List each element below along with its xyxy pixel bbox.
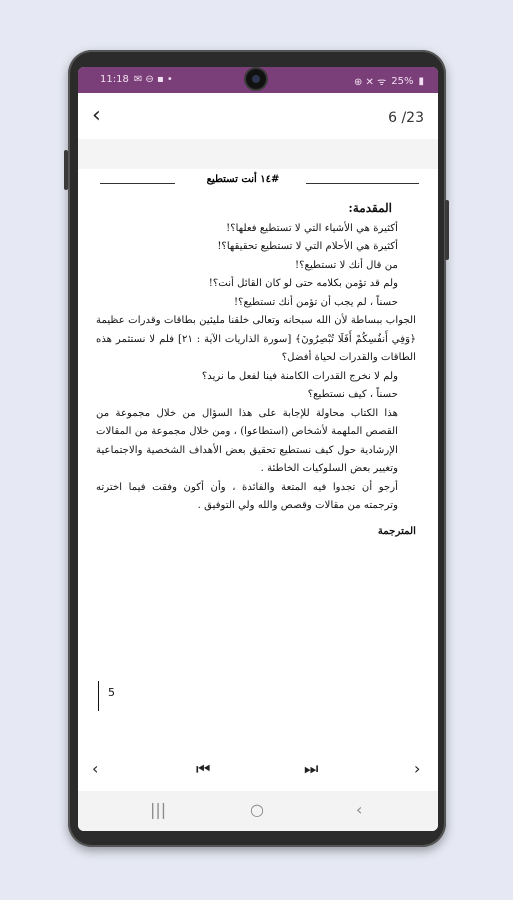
recents-icon[interactable]: ||| [150, 800, 167, 819]
page-top-margin [78, 139, 438, 169]
text-line: ولم لا نخرج القدرات الكامنة فينا لفعل ما نريد؟ [201, 370, 398, 382]
next-page-icon[interactable]: › [414, 759, 421, 778]
battery-icon: ▮ [418, 75, 424, 87]
page-number: 5 [108, 686, 115, 699]
text-line: ولم قد تؤمن بكلامه حتى لو كان القائل أنت؟! [208, 278, 398, 289]
text-line: حسناً ، كيف نستطيع؟ [307, 389, 398, 400]
signal-icons: ⊕ ✕ ᯤ [354, 77, 387, 88]
status-bar [78, 67, 438, 93]
previous-page-icon[interactable]: ‹ [92, 759, 99, 778]
app-bar [78, 93, 438, 139]
paragraph: الجواب ببساطة لأن الله سبحانه وتعالى خلقنا مليئين بطاقات وقدرات عظيمة ﴿وَفِي أَنفُسِكُمْ أَفَلَا تُبْصِرُونَ﴾ [سورة الذاريات الآية : ٢١] فلم لا نستثمر هذه الطاقات والقدرات لحياة أفضل؟ [96, 315, 416, 363]
page-number-rule [98, 681, 99, 711]
text-line: حسناً ، لم يجب أن تؤمن أنك تستطيع؟! [233, 296, 398, 308]
text-line: أكثيرة هي الأحلام التي لا تستطيع تحقيقها؟! [217, 241, 398, 252]
status-right [354, 74, 424, 88]
back-arrow-icon[interactable]: ‹ [92, 103, 101, 128]
screen [78, 67, 438, 831]
home-icon[interactable]: ○ [250, 800, 264, 819]
volume-button [64, 150, 68, 190]
first-page-icon[interactable]: ⏮ [196, 759, 211, 778]
header-rule-right [306, 183, 419, 184]
book-text [96, 199, 416, 540]
book-page[interactable] [78, 169, 438, 717]
page-indicator: 6 /23 [388, 110, 424, 126]
last-page-icon[interactable]: ⏭ [304, 759, 319, 778]
status-time: 11:18 [100, 74, 129, 85]
paragraph: هذا الكتاب محاولة للإجابة على هذا السؤال من خلال مجموعة من القصص الملهمة لأشخاص (استطاعوا) ، ومن خلال مجموعة من المقالات الإرشادية حول كيف نستطيع تحقيق بعض الأهداف الشخصية والاجتماعية وتغيير بعض السلوكيات الخاطئة . [96, 407, 398, 474]
reader-navigation [78, 747, 438, 791]
text-line: أكثيرة هي الأشياء التي لا تستطيع فعلها؟! [226, 222, 398, 234]
chapter-heading: المقدمة: [348, 201, 392, 215]
header-rule-left [100, 183, 175, 184]
book-header-title: #١٤ أنت تستطيع [206, 174, 280, 185]
camera-hole-icon [246, 69, 266, 89]
system-back-icon[interactable]: ‹ [356, 800, 363, 819]
text-line: من قال أنك لا تستطيع؟! [295, 259, 398, 271]
translator-signature: المترجمة [377, 524, 416, 537]
status-left [100, 74, 173, 85]
paragraph: أرجو أن تجدوا فيه المتعة والفائدة ، وأن أكون وفقت فيما اخترته وترجمته من مقالات وقصص والله ولي التوفيق . [96, 481, 398, 511]
power-button [445, 200, 449, 260]
notification-icons: ✉ ⊖ ▪ • [133, 74, 173, 85]
battery-level: 25% [391, 75, 414, 87]
system-navigation-bar [78, 791, 438, 831]
